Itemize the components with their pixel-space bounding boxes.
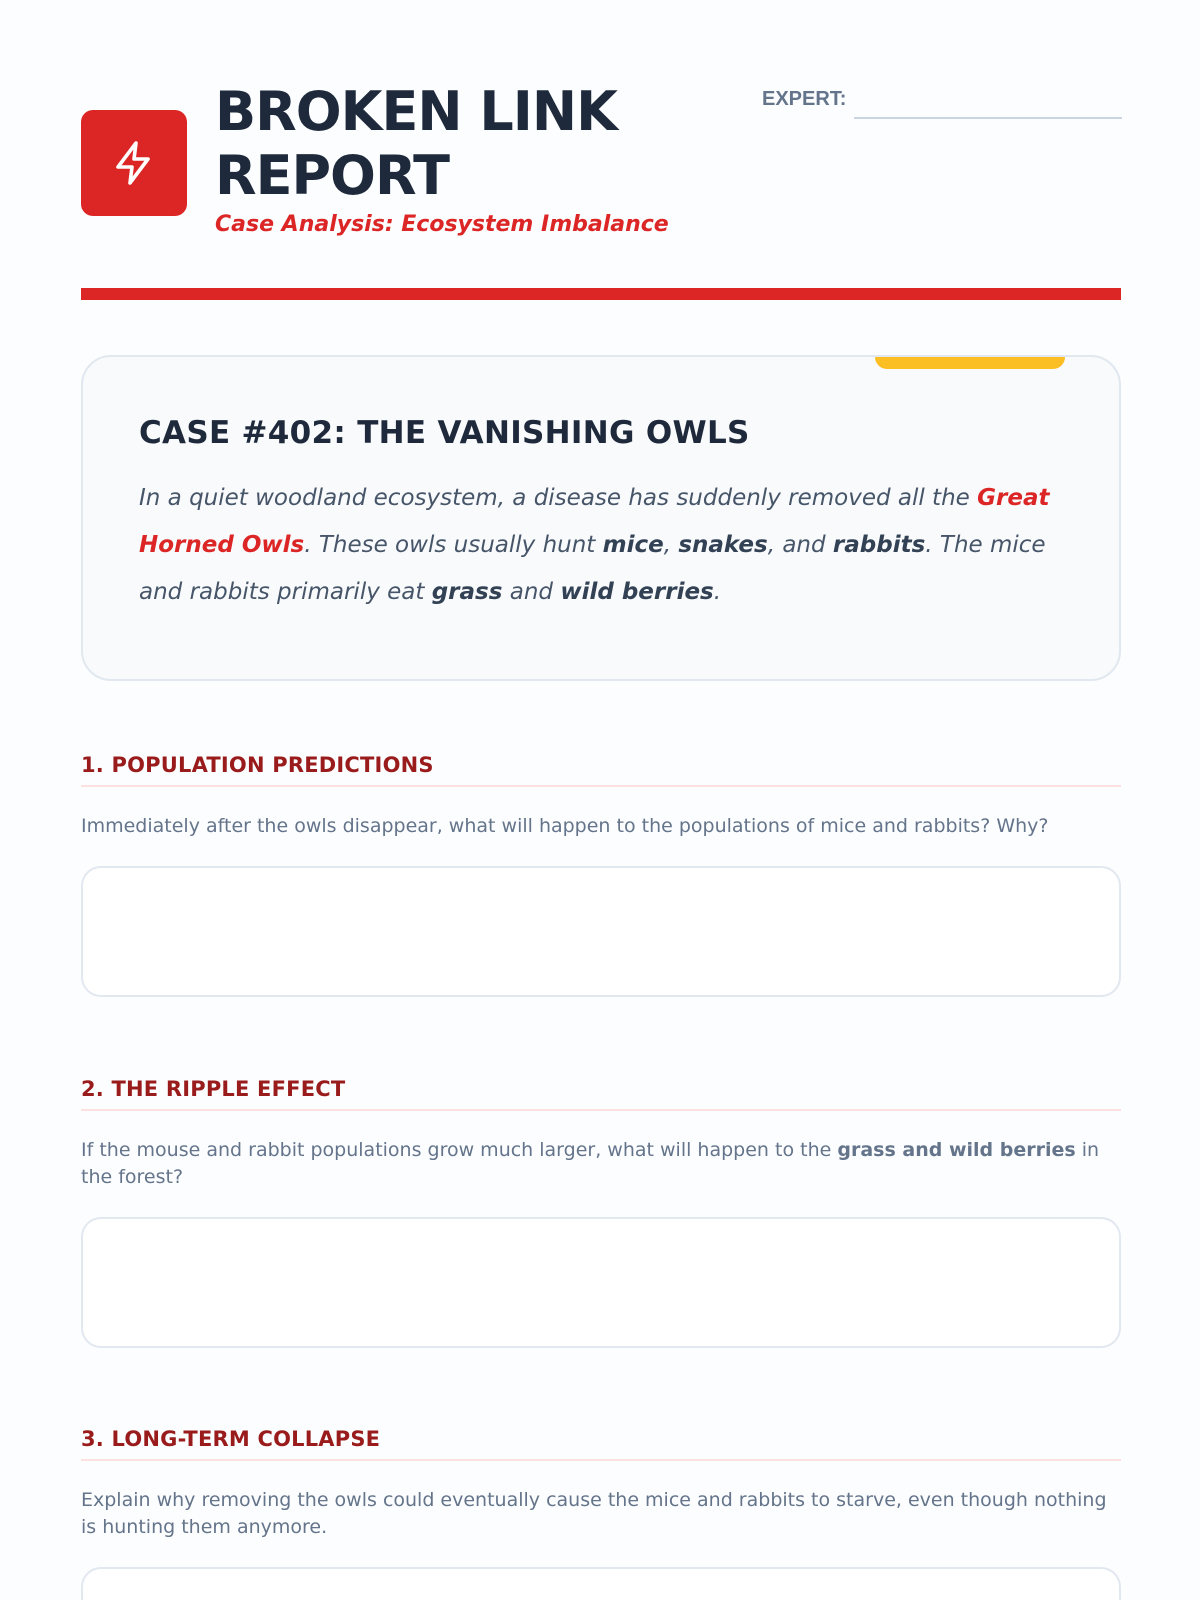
lightning-bolt-icon [110, 139, 158, 187]
case-description [139, 475, 1069, 616]
case-text-part: and [502, 579, 561, 605]
question-prompt-part: If the mouse and rabbit populations grow much larger, what will happen to the [81, 1139, 838, 1161]
answer-box-2[interactable] [81, 1217, 1121, 1348]
case-keyword-snakes: snakes [678, 532, 768, 558]
logo-badge [81, 110, 187, 216]
answer-box-3[interactable] [81, 1567, 1121, 1600]
case-text-part: , and [767, 532, 833, 558]
case-text-part: . The mice and rabbits primarily eat [139, 532, 1046, 605]
report-title-line-2: REPORT [215, 144, 449, 207]
question-prompt: Immediately after the owls disappear, what will happen to the populations of mice and rabbits? Why? [81, 815, 1049, 837]
question-heading: 2. THE RIPPLE EFFECT [81, 1073, 1121, 1111]
question-1 [81, 749, 1121, 997]
case-keyword-mice: mice [602, 532, 664, 558]
expert-label: EXPERT: [762, 88, 847, 110]
report-title-line-1: BROKEN LINK [215, 80, 617, 143]
case-tab-decoration [875, 355, 1065, 369]
question-2 [81, 1073, 1121, 1348]
question-prompt: Explain why removing the owls could eventually cause the mice and rabbits to starve, even though nothing is hunting them anymore. [81, 1489, 1107, 1538]
case-title: CASE #402: THE VANISHING OWLS [139, 415, 750, 451]
question-prompt-emphasis: grass and wild berries [837, 1139, 1076, 1161]
header-divider [81, 288, 1121, 300]
title-block [215, 80, 715, 237]
expert-name-line[interactable] [854, 117, 1122, 119]
case-text-part: , [663, 532, 679, 558]
case-keyword-owls: Great Horned Owls [139, 485, 1050, 558]
question-heading: 3. LONG-TERM COLLAPSE [81, 1423, 1121, 1461]
case-keyword-berries: wild berries [560, 579, 714, 605]
question-3 [81, 1423, 1121, 1600]
case-card [81, 355, 1121, 681]
report-header [81, 80, 1121, 250]
case-text-part: . [713, 579, 722, 605]
report-subtitle: Case Analysis: Ecosystem Imbalance [215, 212, 669, 237]
case-keyword-rabbits: rabbits [832, 532, 926, 558]
answer-box-1[interactable] [81, 866, 1121, 997]
case-text-part: In a quiet woodland ecosystem, a disease has suddenly removed all the [139, 485, 978, 511]
case-keyword-grass: grass [431, 579, 503, 605]
question-prompt [81, 1137, 1121, 1191]
report-title [215, 80, 715, 208]
question-prompt-part: in the forest? [81, 1139, 1100, 1188]
question-heading: 1. POPULATION PREDICTIONS [81, 749, 1121, 787]
expert-field[interactable] [762, 88, 1122, 120]
case-text-part: . These owls usually hunt [304, 532, 603, 558]
